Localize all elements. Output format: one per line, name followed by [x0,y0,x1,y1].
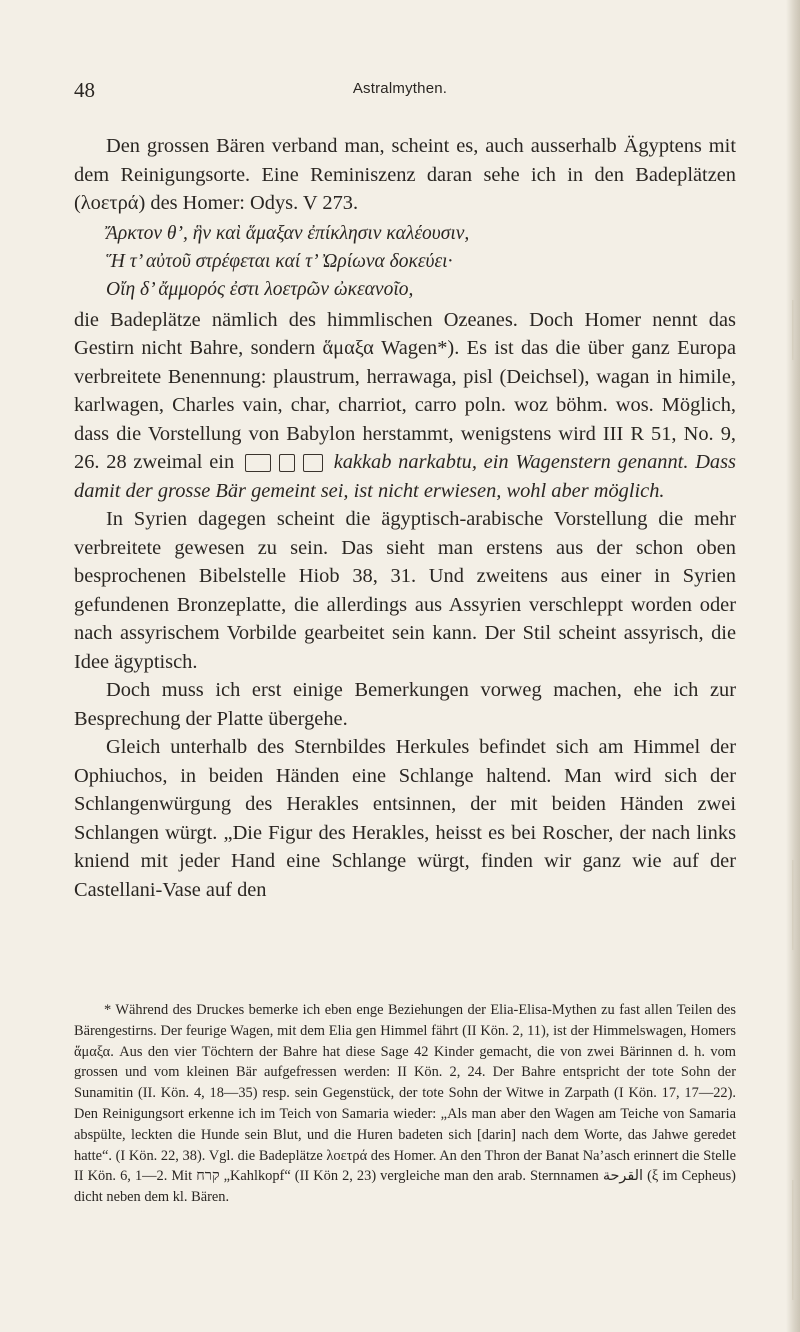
cuneiform-sign-icon [303,454,323,472]
running-head: Astralmythen. [352,80,448,97]
verse-line-3: Οἴη δ’ ἄμμορός ἐστι λοετρῶν ὠκεανοῖο, [106,278,414,300]
paragraph-2 [74,306,736,506]
footnote-part-a: * Während des Druckes bemerke ich eben enge Beziehungen der Elia-Elisa-Mythen zu fast allen Teilen des Bärengestirns. Der feurige Wagen, mit dem Elia gen Himmel fährt (II Kön. 2, 11), ist der Himmelswagen, Homers ἅμαξα. Aus den vier Töchtern der Bahre hat diese Sage 42 Kinder gemacht, die von zwei Bärinnen d. h. vom grossen und vom kleinen Bär aufgefressen werden: II Kön. 2, 24. Der Bahre entspricht der tote Sohn der Sunamitin (II. Kön. 4, 18—35) resp. sein Gegenstück, der tote Sohn der Witwe in Zarpath (I Kön. 17, 17—22). Den Reinigungsort erkenne ich im Teich von Samaria wieder: „Als man aber den Wagen am Teiche von Samaria abspülte, leckten die Hunde sein Blut, und die Huren badeten sich [darin] nach dem Worte, das Jahwe geredet hatte“. (I Kön. 22, 38). Vgl. die Badeplätze λοετρά des Homer. An den Thron der Banat Na’asch erinnert die Stelle II Kön. 6, 1—2. Mit [74,1002,736,1185]
homer-verse [106,220,736,304]
footnote-text [74,1000,736,1208]
paragraph-5: Gleich unterhalb des Sternbildes Herkules befindet sich am Himmel der Ophiuchos, in beiden Händen eine Schlange haltend. Man wird sich der Schlangenwürgung des Herakles entsinnen, der mit beiden Händen zwei Schlangen würgt. „Die Figur des Herakles, heisst es bei Roscher, der nach links kniend mit jeder Hand eine Schlange würgt, finden wir ganz wie auf der Castellani-Vase auf den [74,736,736,901]
page-header [40,78,760,104]
verse-line-1: Ἄρκτον θ’, ἣν καὶ ἅμαξαν ἐπίκλησιν καλέουσιν, [106,222,470,244]
paragraph-1: Den grossen Bären verband man, scheint es, auch ausserhalb Ägyptens mit dem Reinigungsorte. Eine Reminiszenz daran sehe ich in den Badeplätzen (λοετρά) des Homer: Odys. V 273. [74,135,736,214]
paragraph-2-part-a: die Badeplätze nämlich des himmlischen Ozeanes. Doch Homer nennt das Gestirn nicht Bahre, sondern ἅμαξα Wagen*). Es ist das die über ganz Europa verbreitete Benennung: plaustrum, herrawaga, pisl (Deichsel), wagan in himile, karlwagen, Charles vain, char, charriot, carro poln. woz böhm. wos. Möglich, dass die Vorstellung von Babylon herstammt, wenigstens wird III R 51, No. 9, 26. 28 zweimal ein [74,308,736,473]
main-text [74,132,736,904]
paragraph-3: In Syrien dagegen scheint die ägyptisch-arabische Vorstellung die mehr verbreitete gewesen zu sein. Das sieht man erstens aus der schon oben besprochenen Bibelstelle Hiob 38, 31. Und zweitens aus einer in Syrien gefundenen Bronzeplatte, die allerdings aus Assyrien verschleppt worden oder nach assyrischem Vorbilde gearbeitet sein kann. Der Stil scheint assyrisch, die Idee ägyptisch. [74,508,736,673]
hebrew-word: קרח [196,1168,220,1185]
cuneiform-sign-icon [279,454,295,472]
cuneiform-sign-icon [245,454,271,472]
page-number: 48 [74,78,95,102]
arabic-word: القرحة [602,1168,644,1185]
footnote-part-c: (ξ im Cepheus) dicht neben dem kl. Bären. [74,1168,736,1206]
verse-line-2: Ἥ τ’ αὐτοῦ στρέφεται καί τ’ Ὠρίωνα δοκεύει· [106,250,453,272]
paragraph-2-part-b: kakkab narkabtu, ein Wagenstern genannt. Dass damit der grosse Bär gemeint sei, ist nicht erwiesen, wohl aber möglich. [74,451,736,502]
footnote [74,1000,736,1208]
footnote-part-b: „Kahlkopf“ (II Kön 2, 23) vergleiche man den arab. Sternnamen [223,1168,599,1185]
paragraph-4: Doch muss ich erst einige Bemerkungen vorweg machen, ehe ich zur Besprechung der Platte übergehe. [74,679,736,730]
page-edge-shadow [786,0,800,1332]
